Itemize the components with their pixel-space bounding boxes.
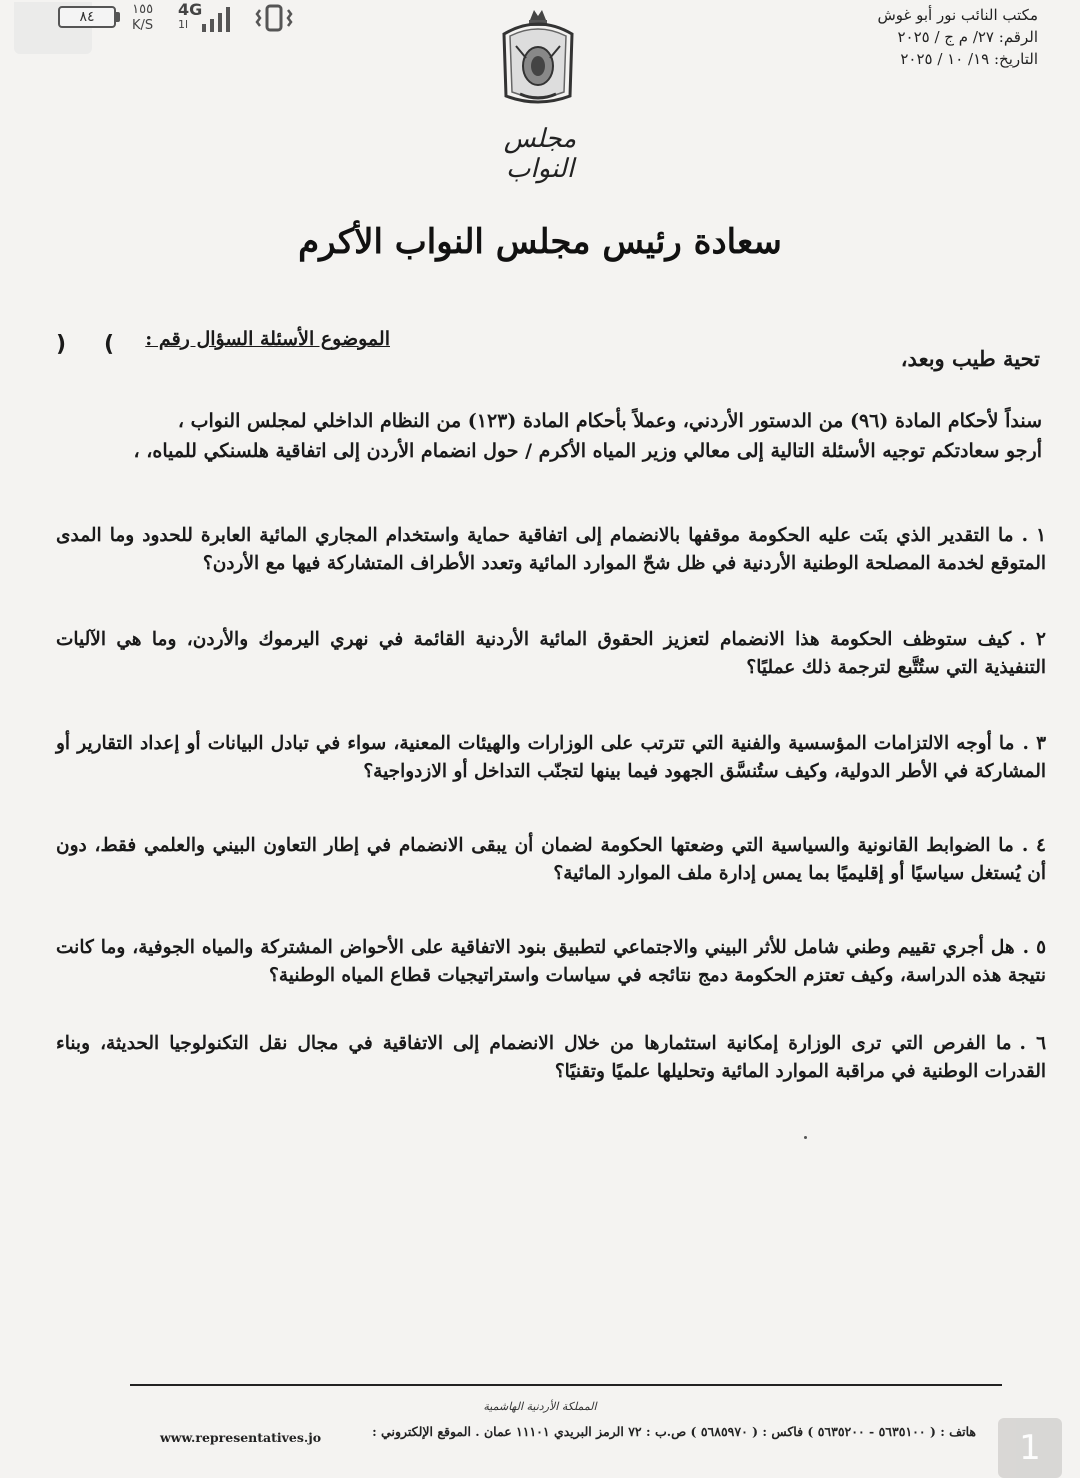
question-number: ٢ . [1019,629,1046,650]
council-name: مجلس النواب [503,124,577,184]
network-label: 4G [178,0,203,19]
question-item [56,934,1046,990]
question-item [56,522,1046,578]
question-number: ٤ . [1021,835,1046,856]
questions-list [56,522,1046,1106]
question-number: ١ . [1021,525,1046,546]
signal-icon [200,6,236,32]
greeting: تحية طيب وبعد، [900,346,1040,371]
page-title: سعادة رئيس مجلس النواب الأكرم [298,222,782,262]
network-sub: 1l [178,18,189,31]
battery-tip [116,12,120,22]
footer-contact: هاتف : ( ٥٦٣٥١٠٠ - ٥٦٣٥٢٠٠ ) فاكس : ( ٥٦٨٥٩٧٠ ) ص.ب : ٧٢ الرمز البريدي ١١١٠١ عمان . الموقع الإلكتروني : [372,1424,976,1439]
question-text: هل أجري تقييم وطني شامل للأثر البيني والاجتماعي لتطبيق بنود الاتفاقية على الأحواض المشتركة والمياه الجوفية، وما كانت نتيجة هذه الدراسة، وكيف تعتزم الحكومة دمج نتائجه في سياسات واستراتيجيات قطاع المياه الوطنية؟ [56,937,1046,986]
question-text: ما الفرص التي ترى الوزارة إمكانية استثمارها من خلال الانضمام إلى الاتفاقية في مجال نقل التكنولوجيا الحديثة، وبناء القدرات الوطنية في مراقبة الموارد المائية وتحليلها علميًا وتقنيًا؟ [56,1033,1046,1082]
question-item [56,832,1046,888]
reference-block [798,4,1038,70]
network-type [178,0,202,30]
battery-icon: ٨٤ [58,6,116,28]
reference-date: التاريخ: ١٩/ ١٠ / ٢٠٢٥ [900,50,1038,68]
subject-open-paren: ( [104,332,115,357]
question-text: ما أوجه الالتزامات المؤسسية والفنية التي تترتب على الوزارات والهيئات المعنية، سواء في تبادل البيانات أو إعداد التقارير أو المشاركة في الأطر الدولية، وكيف ستُنسَّق الجهود فيما بينها لتجنّب التداخل أو الازدواجية؟ [56,733,1046,782]
question-text: ما الضوابط القانونية والسياسية التي وضعتها الحكومة لضمان أن يبقى الانضمام في إطار التعاون البيني والعلمي فقط، دون أن يُستغل سياسيًا أو إقليميًا بما يمس إدارة ملف الموارد المائية؟ [56,835,1046,884]
subject-close-paren: ) [56,332,67,357]
reference-number: الرقم: ٢٧/ م ج / ٢٠٢٥ [897,28,1038,46]
vibrate-icon [254,4,294,32]
question-number: ٦ . [1019,1033,1046,1054]
scan-speck [804,1136,807,1139]
footer-kingdom: المملكة الأردنية الهاشمية [483,1400,597,1413]
footer-divider [130,1384,1002,1386]
question-item [56,730,1046,786]
intro-line: سنداً لأحكام المادة (٩٦) من الدستور الأردني، وعملاً بأحكام المادة (١٢٣) من النظام الداخلي لمجلس النواب ، [177,410,1042,432]
question-item [56,626,1046,682]
page-indicator[interactable]: 1 [998,1418,1062,1478]
question-text: كيف ستوظف الحكومة هذا الانضمام لتعزيز الحقوق المائية الأردنية القائمة في نهري اليرموك والأردن، وما هي الآليات التنفيذية التي ستُتَّبع لترجمة ذلك عمليًا؟ [56,629,1046,678]
question-number: ٣ . [1022,733,1047,754]
speed-value: ١٥٥ [132,2,154,17]
intro-paragraph [70,406,1042,466]
status-bar [0,0,320,44]
crest-icon [490,6,586,110]
question-item [56,1030,1046,1086]
office-name: مكتب النائب نور أبو غوش [877,6,1038,24]
speed-unit: K/S [132,18,154,33]
subject-label: الموضوع الأسئلة السؤال رقم : [145,328,390,350]
footer-website[interactable]: www.representatives.jo [160,1430,322,1445]
question-number: ٥ . [1022,937,1046,958]
network-speed [132,2,153,34]
intro-line: أرجو سعادتكم توجيه الأسئلة التالية إلى معالي وزير المياه الأكرم / حول انضمام الأردن إلى اتفاقية هلسنكي للمياه، ، [133,440,1042,462]
question-text: ما التقدير الذي بنَت عليه الحكومة موقفها بالانضمام إلى اتفاقية حماية واستخدام المجاري المائية العابرة للحدود وما المدى المتوقع لخدمة المصلحة الوطنية الأردنية في ظل شحّ الموارد المائية وتعدد الأطراف المتشاركة فيها مع الأردن؟ [56,525,1046,574]
